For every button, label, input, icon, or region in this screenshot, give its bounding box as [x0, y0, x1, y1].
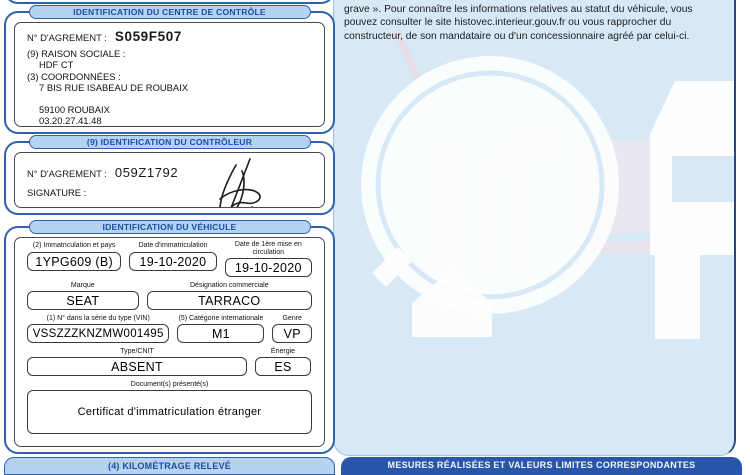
designation-label: Désignation commerciale — [190, 281, 269, 289]
centre-agrement-value: S059F507 — [114, 29, 182, 44]
documents-label: Document(s) présenté(s) — [130, 380, 209, 388]
kilometrage-band: (4) KILOMÉTRAGE RELEVÉ — [4, 457, 335, 475]
coordonnees-label: (3) COORDONNÉES : — [27, 70, 121, 82]
energie-value: ES — [255, 357, 311, 376]
signature-scribble-icon — [206, 155, 276, 208]
vehicule-row-marque — [27, 280, 312, 310]
address-line2: 59100 ROUBAIX — [39, 103, 110, 115]
centre-phone: 03.20.27.41.48 — [39, 115, 102, 127]
date-circulation-value: 19-10-2020 — [225, 258, 312, 277]
raison-sociale-label: (9) RAISON SOCIALE : — [27, 48, 126, 59]
section-header-vehicule: IDENTIFICATION DU VÉHICULE — [29, 220, 311, 234]
date-immat-label: Date d'immatriculation — [138, 242, 208, 250]
categorie-label: (5) Catégorie internationale — [178, 314, 264, 322]
section-controleur — [4, 137, 335, 215]
vehicule-row-vin — [27, 313, 312, 343]
date-immat-value: 19-10-2020 — [129, 252, 216, 271]
genre-label: Genre — [282, 314, 302, 322]
centre-content-box — [14, 22, 325, 127]
address-line1: 7 BIS RUE ISABEAU DE ROUBAIX — [39, 82, 189, 94]
signature-label: SIGNATURE : — [27, 187, 87, 198]
controleur-agrement-value: 059Z1792 — [114, 165, 179, 180]
categorie-value: M1 — [177, 324, 264, 343]
status-notice-paragraph: grave ». Pour connaître les informations relatives au statut du véhicule, vous pouvez consulter le site histovec.interieur.gouv.fr ou vous rapprocher du constructeur, de son mandataire ou d'un concessionnaire agréé par celui-ci. — [344, 4, 693, 42]
type-cnit-label: Type/CNIT — [120, 347, 154, 355]
date-circulation-label: Date de 1ère mise en circulation — [234, 241, 302, 256]
centre-agrement-label: N° D'AGREMENT : — [27, 32, 107, 43]
vehicule-content-box — [14, 237, 325, 447]
vehicule-row-immatriculation — [27, 241, 312, 277]
mesures-band: MESURES RÉALISÉES ET VALEURS LIMITES CORRESPONDANTES — [341, 457, 742, 475]
energie-label: Énergie — [270, 347, 296, 355]
vin-label: (1) N° dans la série du type (VIN) — [46, 314, 150, 322]
raison-sociale-value: HDF CT — [39, 59, 74, 71]
vehicle-silhouette-icon — [650, 81, 736, 339]
section-centre-de-controle — [4, 7, 335, 134]
controleur-agrement-label: N° D'AGREMENT : — [27, 168, 107, 179]
defects-panel — [333, 0, 736, 456]
controleur-content-box — [14, 152, 325, 208]
section-header-controleur: (9) IDENTIFICATION DU CONTRÔLEUR — [29, 135, 311, 149]
marque-label: Marque — [70, 281, 95, 289]
documents-value: Certificat d'immatriculation étranger — [27, 390, 312, 434]
immat-value: 1YPG609 (B) — [27, 252, 121, 271]
immat-label: (2) Immatriculation et pays — [32, 242, 116, 250]
section-vehicule — [4, 222, 335, 454]
designation-value: TARRACO — [147, 291, 312, 310]
previous-section-remnant — [4, 0, 335, 4]
magnifier-watermark-icon — [334, 0, 736, 456]
section-header-centre: IDENTIFICATION DU CENTRE DE CONTRÔLE — [29, 5, 311, 19]
vehicule-row-type — [27, 346, 312, 376]
marque-value: SEAT — [27, 291, 139, 310]
vehicule-row-documents — [27, 379, 312, 434]
genre-value: VP — [272, 324, 312, 343]
type-cnit-value: ABSENT — [27, 357, 247, 376]
vin-value: VSSZZZKNZMW001495 — [27, 324, 169, 343]
